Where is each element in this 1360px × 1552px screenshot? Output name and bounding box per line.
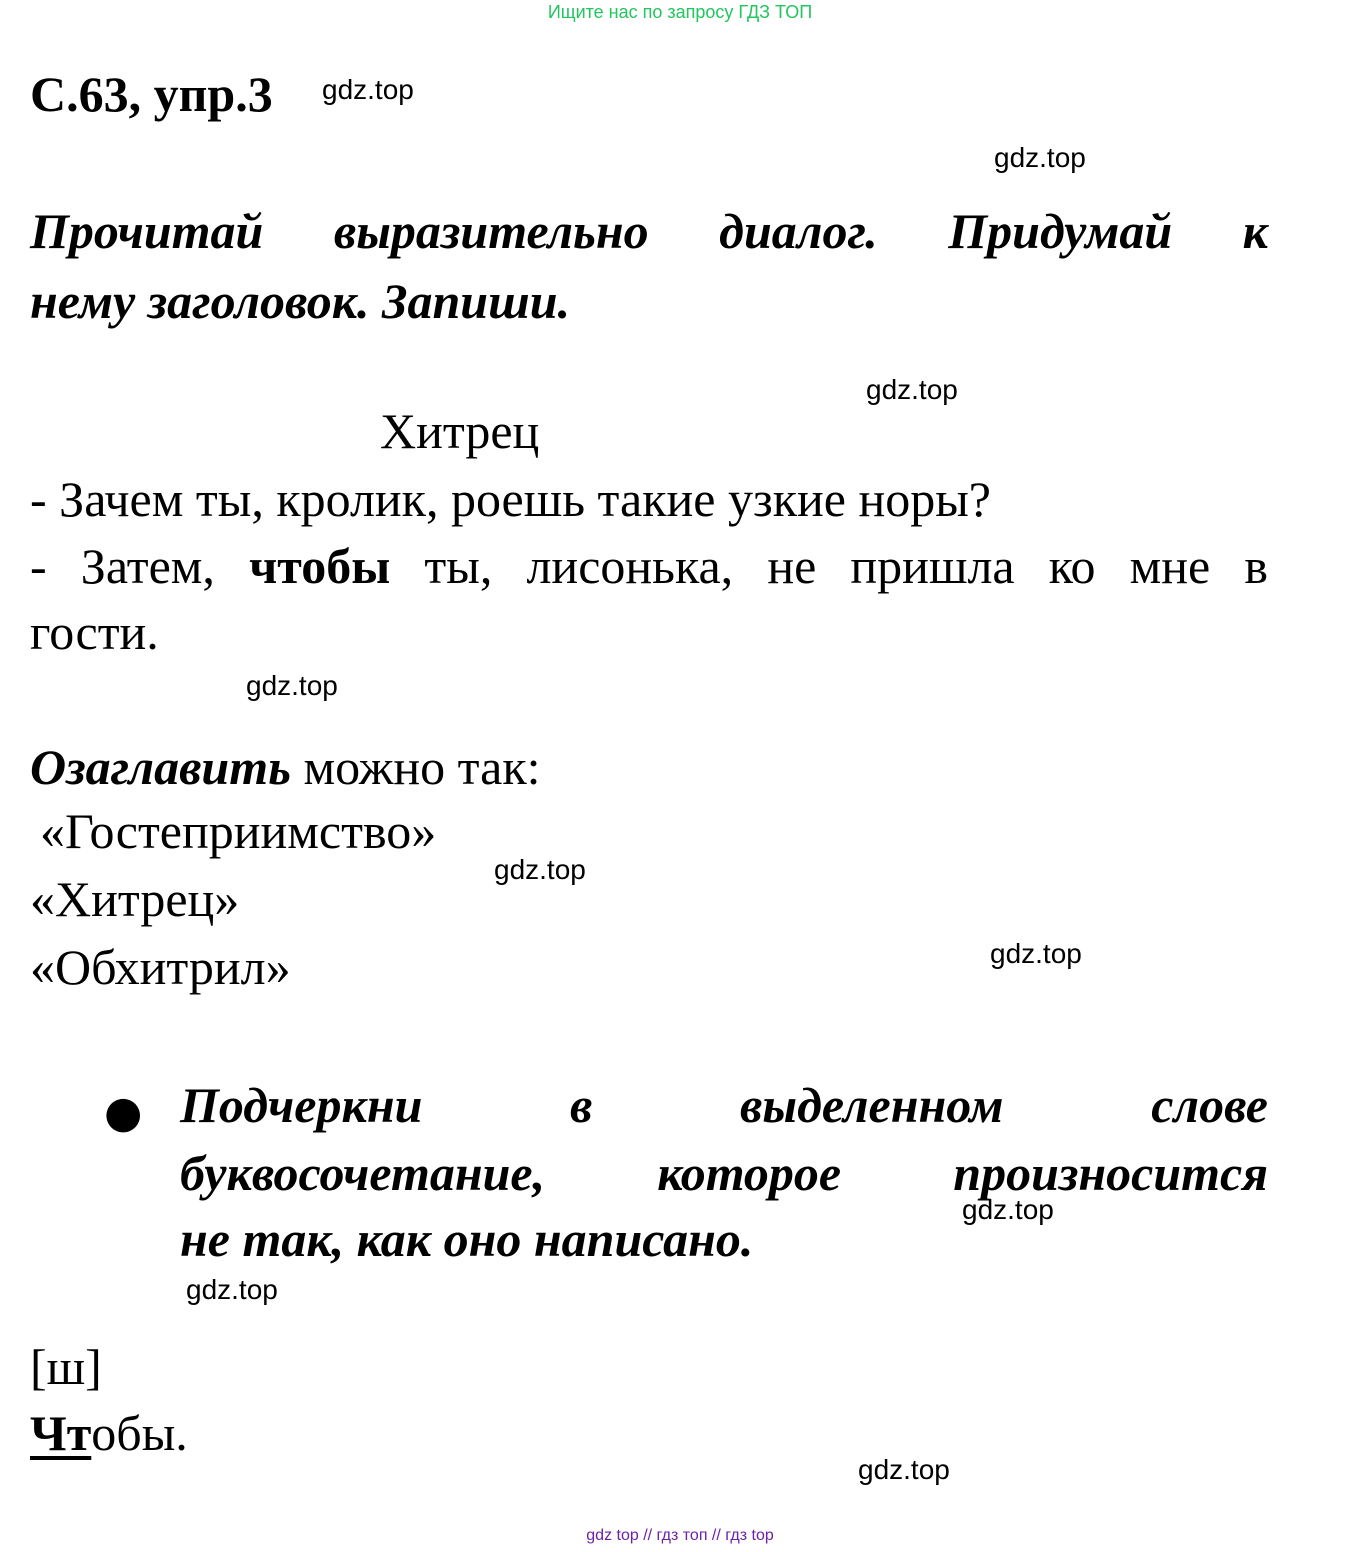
dialog-line-1: - Зачем ты, кролик, роешь такие узкие норы?: [30, 471, 991, 527]
watermark: gdz.top: [866, 374, 958, 405]
title-option: «Хитрец»: [30, 871, 240, 927]
answer-word: [30, 1400, 188, 1466]
bullet-task-line-3: не так, как оно написано.: [180, 1211, 754, 1267]
bullet-task-line-2: буквосочетание, которое произносится: [180, 1145, 1268, 1201]
top-banner: Ищите нас по запросу ГДЗ ТОП: [547, 2, 813, 22]
watermark: gdz.top: [322, 74, 414, 105]
watermark: gdz.top: [962, 1194, 1054, 1225]
task-line-2: нему заголовок. Запиши.: [30, 273, 571, 329]
underlined-letters: Чт: [30, 1405, 92, 1461]
bullet-task-line-1: Подчеркни в выделенном слове: [180, 1077, 1268, 1133]
answer-lead-bold: Озаглавить: [30, 739, 291, 795]
task-line-1: Прочитай выразительно диалог. Придумай к: [30, 203, 1268, 259]
dialog-title: Хитрец: [380, 403, 540, 459]
bottom-banner: gdz top // гдз топ // гдз top: [586, 1527, 774, 1544]
dialog-line-3: гости.: [30, 604, 159, 660]
watermark: gdz.top: [186, 1274, 278, 1305]
dialog-line-2: [30, 533, 1268, 599]
watermark: gdz.top: [858, 1454, 950, 1485]
dialog-line-2-end: ты, лисонька, не пришла ко мне в: [390, 538, 1269, 594]
watermark: gdz.top: [494, 854, 586, 885]
page-title: С.63, упр.3: [30, 66, 273, 122]
answer-lead-rest: можно так:: [290, 739, 541, 795]
watermark: gdz.top: [994, 142, 1086, 173]
highlighted-word: чтобы: [249, 538, 391, 594]
word-rest: обы.: [91, 1405, 188, 1461]
dialog-line-2-start: - Затем,: [30, 538, 250, 594]
title-option: «Гостеприимство»: [40, 803, 437, 859]
sound-transcription: [ш]: [30, 1339, 102, 1395]
title-option: «Обхитрил»: [30, 939, 291, 995]
watermark: gdz.top: [246, 670, 338, 701]
watermark: gdz.top: [990, 938, 1082, 969]
answer-lead: [30, 734, 541, 800]
bullet-icon: ●: [104, 1087, 143, 1138]
